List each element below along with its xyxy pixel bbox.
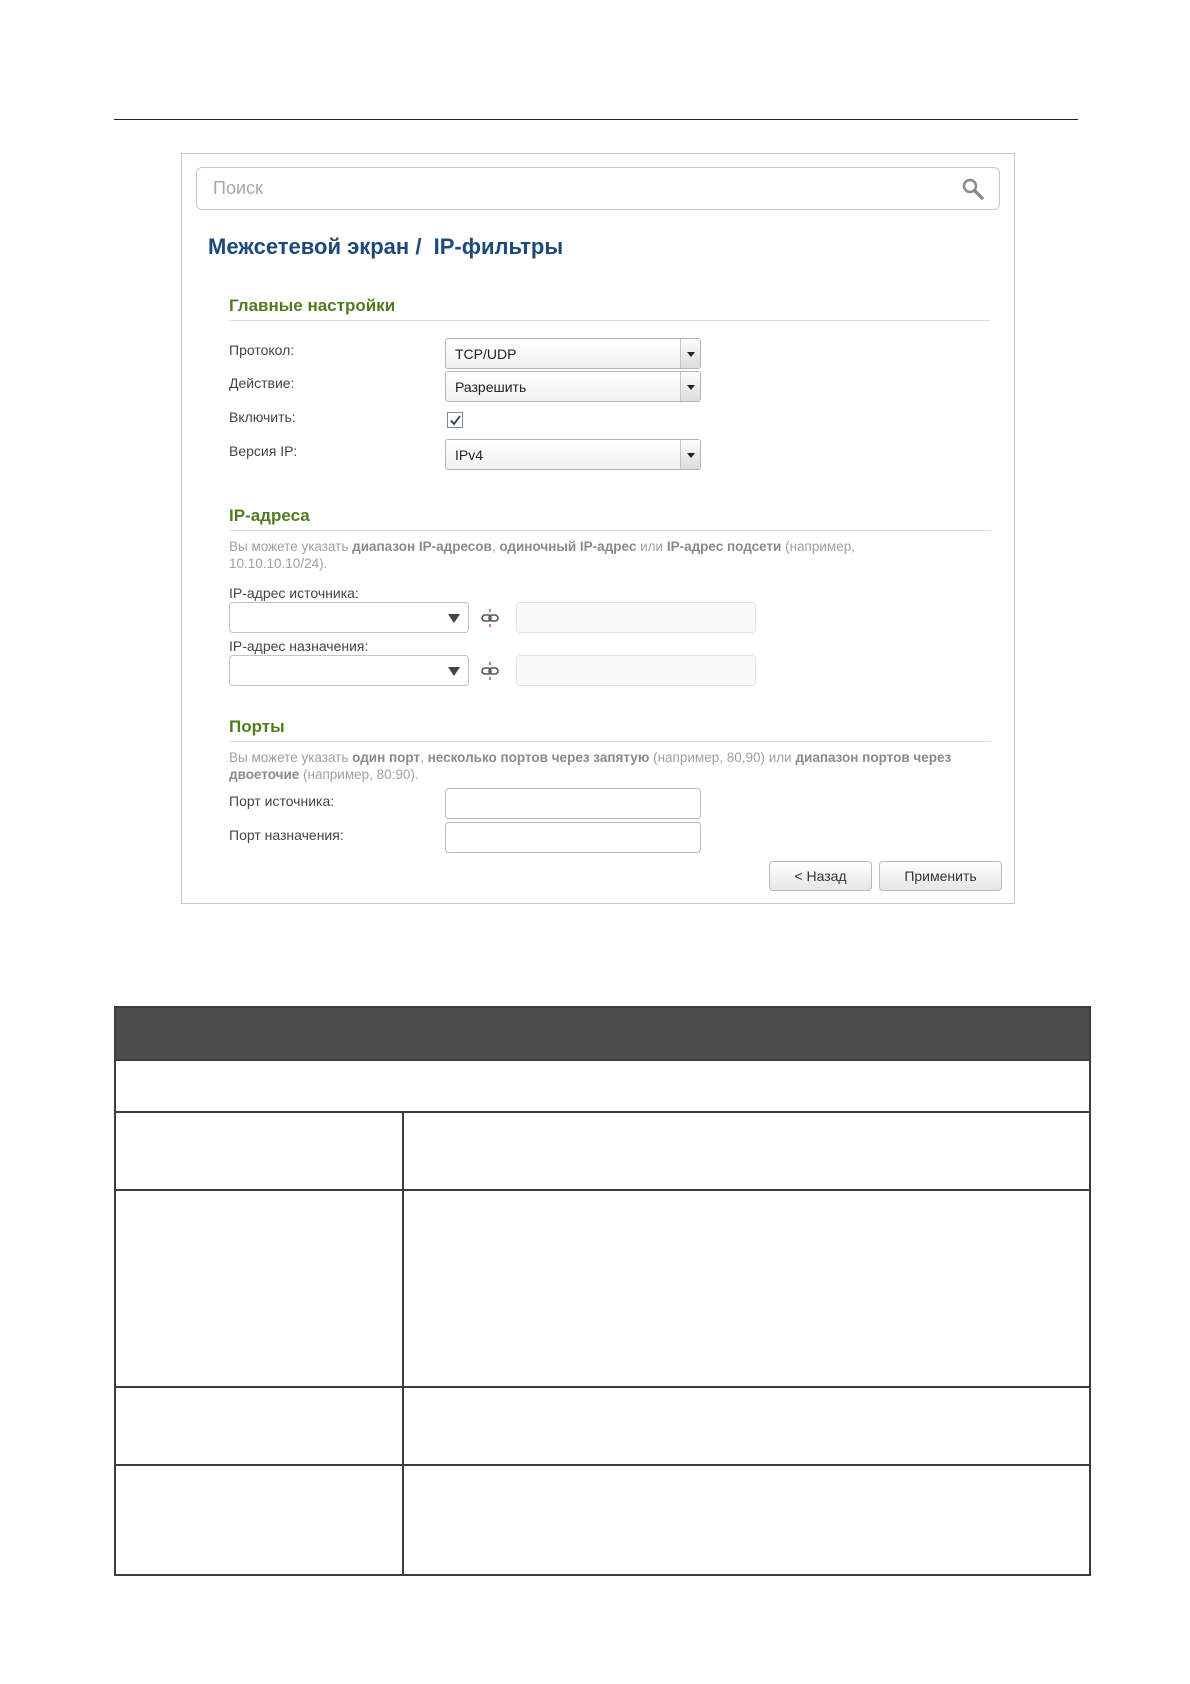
search-bar[interactable] — [196, 167, 1000, 210]
destination-ip-combobox[interactable] — [229, 655, 469, 686]
source-ip-end-input[interactable] — [516, 602, 756, 633]
table-cell — [115, 1190, 403, 1387]
ports-hint: Вы можете указать один порт, несколько портов через запятую (например, 80,90) или диапазон портов через двоеточие (например, 80:90). — [229, 750, 952, 782]
action-label: Действие: — [229, 375, 295, 391]
destination-ip-label: IP-адрес назначения: — [229, 638, 369, 654]
description-table — [114, 1006, 1091, 1576]
header-rule — [114, 119, 1078, 120]
ip-addresses-title: IP-адреса — [229, 506, 310, 525]
protocol-label: Протокол: — [229, 342, 295, 358]
enable-checkbox[interactable] — [447, 412, 463, 428]
table-cell — [403, 1465, 1090, 1575]
protocol-select[interactable] — [445, 338, 701, 369]
page-title: Межсетевой экран / IP-фильтры — [208, 234, 564, 259]
action-value: Разрешить — [455, 379, 527, 395]
destination-port-input[interactable] — [445, 822, 701, 853]
search-icon[interactable] — [961, 177, 985, 201]
dropdown-arrow-icon[interactable] — [448, 667, 460, 676]
check-icon — [449, 414, 462, 427]
ip-version-value: IPv4 — [455, 447, 484, 463]
chevron-down-icon[interactable] — [680, 440, 700, 469]
enable-label: Включить: — [229, 409, 296, 425]
protocol-value: TCP/UDP — [455, 346, 517, 362]
section-divider — [229, 320, 990, 321]
table-cell — [403, 1387, 1090, 1465]
main-settings-title: Главные настройки — [229, 296, 396, 315]
table-row — [115, 1387, 1090, 1465]
chevron-down-icon[interactable] — [680, 339, 700, 368]
search-input[interactable] — [207, 173, 947, 204]
action-select[interactable] — [445, 371, 701, 402]
ports-title: Порты — [229, 717, 285, 736]
table-row — [115, 1112, 1090, 1190]
source-ip-label: IP-адрес источника: — [229, 585, 359, 601]
destination-ip-end-input[interactable] — [516, 655, 756, 686]
ip-addresses-hint: Вы можете указать диапазон IP-адресов, одиночный IP-адрес или IP-адрес подсети (например, 10.10.10.10/24). — [229, 539, 855, 571]
destination-port-label: Порт назначения: — [229, 827, 344, 843]
source-ip-combobox[interactable] — [229, 602, 469, 633]
table-cell — [115, 1387, 403, 1465]
source-port-input[interactable] — [445, 788, 701, 819]
back-button[interactable]: < Назад — [769, 861, 872, 891]
table-row — [115, 1190, 1090, 1387]
table-cell — [115, 1060, 1090, 1112]
ip-version-select[interactable] — [445, 439, 701, 470]
link-icon[interactable] — [480, 608, 500, 628]
table-cell — [403, 1190, 1090, 1387]
chevron-down-icon[interactable] — [680, 372, 700, 401]
table-row — [115, 1060, 1090, 1112]
table-cell — [115, 1465, 403, 1575]
ip-version-label: Версия IP: — [229, 443, 298, 459]
apply-button[interactable]: Применить — [879, 861, 1002, 891]
table-cell — [115, 1112, 403, 1190]
dropdown-arrow-icon[interactable] — [448, 614, 460, 623]
source-port-label: Порт источника: — [229, 793, 335, 809]
table-header-cell — [115, 1007, 1090, 1060]
section-divider — [229, 530, 990, 531]
ip-filter-screenshot — [181, 153, 1015, 904]
link-icon[interactable] — [480, 661, 500, 681]
table-header-row — [115, 1007, 1090, 1060]
section-divider — [229, 741, 990, 742]
table-cell — [403, 1112, 1090, 1190]
table-row — [115, 1465, 1090, 1575]
